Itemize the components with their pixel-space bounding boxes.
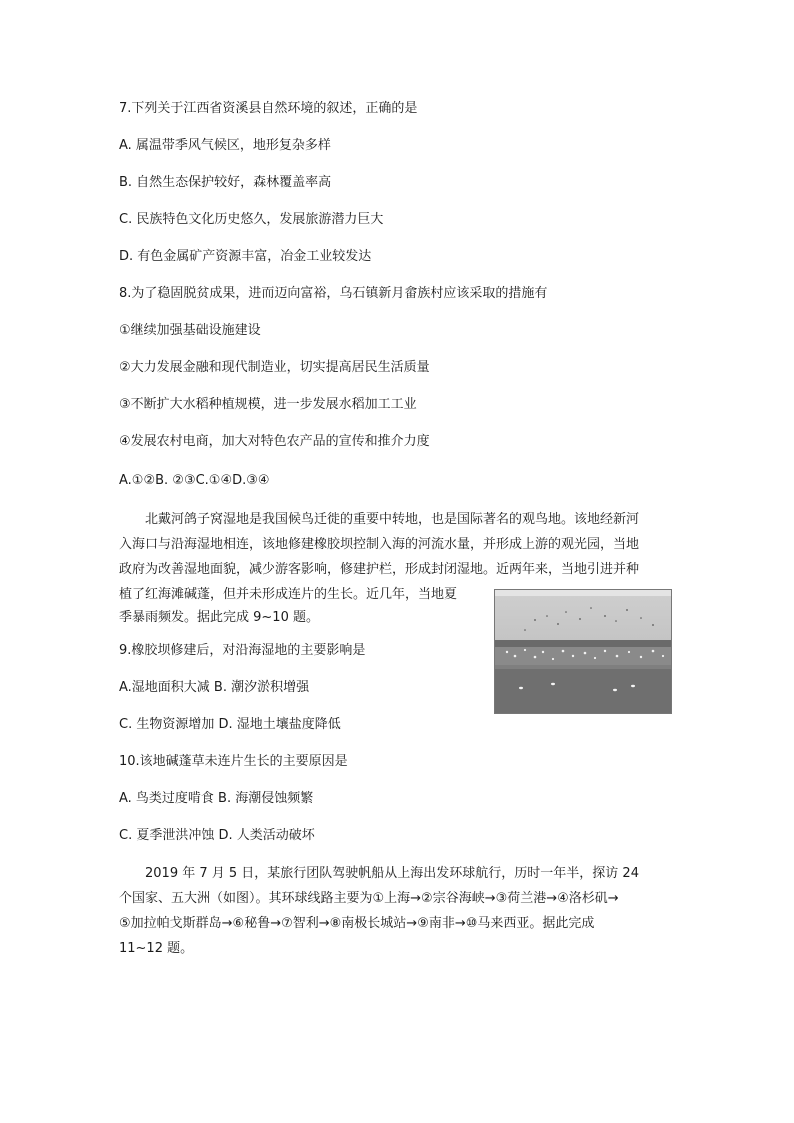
q9-options-ab: A.湿地面积大减 B. 潮汐淤积增强	[119, 680, 310, 695]
q10-stem: 10.该地碱蓬草未连片生长的主要原因是	[119, 754, 348, 769]
voyage-passage-line-4: 11~12 题。	[119, 941, 194, 956]
wetland-passage-line-2: 入海口与沿海湿地相连，该地修建橡胶坝控制入海的河流水量，并形成上游的观光园，当地	[119, 537, 640, 552]
q8-item-2: ②大力发展金融和现代制造业，切实提高居民生活质量	[119, 360, 430, 375]
q8-answer-options: A.①②B. ②③C.①④D.③④	[119, 473, 270, 488]
wetland-passage-line-4: 植了红海滩碱蓬，但并未形成连片的生长。近几年，当地夏	[119, 587, 458, 602]
q7-stem: 7.下列关于江西省资溪县自然环境的叙述，正确的是	[119, 101, 418, 116]
voyage-passage-line-2: 个国家、五大洲（如图）。其环球线路主要为①上海→②宗谷海峡→③荷兰港→④洛杉矶→	[119, 891, 619, 906]
wetland-passage-line-1: 北戴河鸽子窝湿地是我国候鸟迁徙的重要中转地，也是国际著名的观鸟地。该地经新河	[145, 512, 640, 527]
q8-item-3: ③不断扩大水稻种植规模，进一步发展水稻加工工业	[119, 397, 417, 412]
q10-options-cd: C. 夏季泄洪冲蚀 D. 人类活动破坏	[119, 828, 315, 843]
q7-option-b: B. 自然生态保护较好，森林覆盖率高	[119, 175, 332, 190]
q7-option-c: C. 民族特色文化历史悠久，发展旅游潜力巨大	[119, 212, 384, 227]
q8-item-4: ④发展农村电商，加大对特色农产品的宣传和推介力度	[119, 434, 430, 449]
wetland-photo-icon	[495, 590, 672, 714]
q9-stem: 9.橡胶坝修建后，对沿海湿地的主要影响是	[119, 643, 366, 658]
wetland-passage-line-3: 政府为改善湿地面貌，减少游客影响，修建护栏，形成封闭湿地。近两年来，当地引进并种	[119, 562, 640, 577]
voyage-passage-line-3: ⑤加拉帕戈斯群岛→⑥秘鲁→⑦智利→⑧南极长城站→⑨南非→⑩马来西亚。据此完成	[119, 916, 595, 931]
wetland-passage-line-5: 季暴雨频发。据此完成 9~10 题。	[119, 610, 319, 625]
q7-option-d: D. 有色金属矿产资源丰富，冶金工业较发达	[119, 249, 372, 264]
q8-stem: 8.为了稳固脱贫成果，进而迈向富裕，乌石镇新月畲族村应该采取的措施有	[119, 286, 548, 301]
q7-option-a: A. 属温带季风气候区，地形复杂多样	[119, 138, 331, 153]
q9-options-cd: C. 生物资源增加 D. 湿地土壤盐度降低	[119, 717, 341, 732]
q8-item-1: ①继续加强基础设施建设	[119, 323, 261, 338]
voyage-passage-line-1: 2019 年 7 月 5 日，某旅行团队驾驶帆船从上海出发环球航行，历时一年半，探访 24	[145, 866, 639, 881]
q10-options-ab: A. 鸟类过度啃食 B. 海潮侵蚀频繁	[119, 791, 314, 806]
wetland-birds-photo	[494, 589, 672, 714]
